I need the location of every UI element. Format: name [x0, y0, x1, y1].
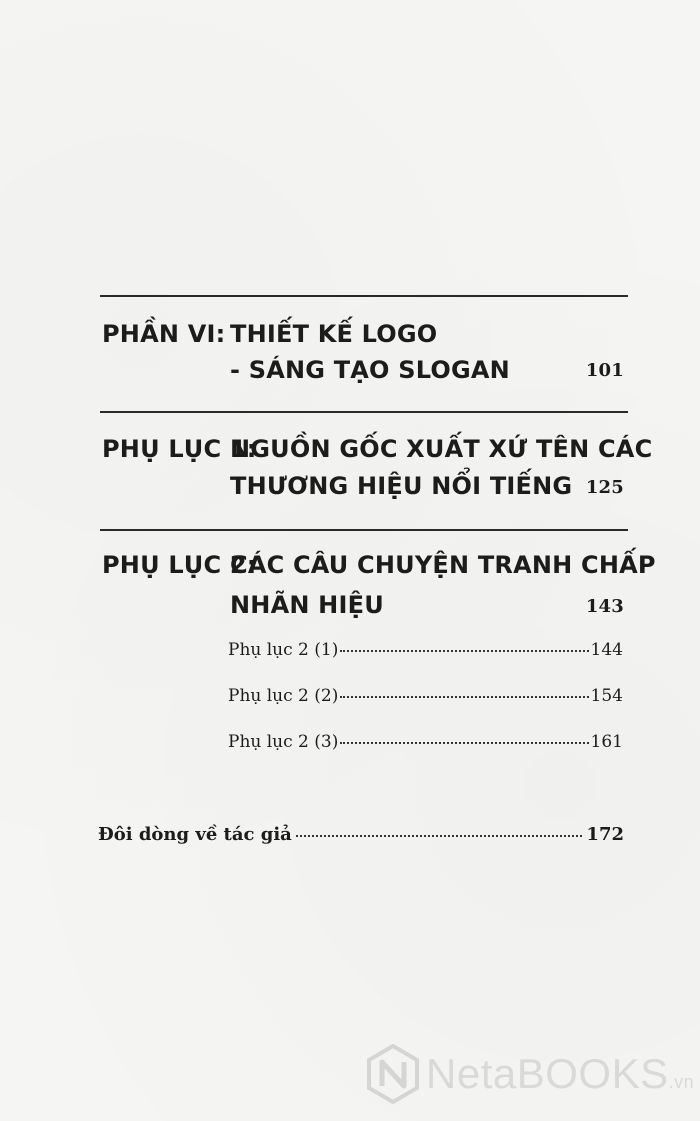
section-page-number: 125 [585, 477, 624, 498]
toc-entry[interactable] [228, 688, 623, 705]
section-page-number: 101 [585, 360, 624, 381]
netabooks-logo-icon [366, 1044, 420, 1104]
toc-entry-author[interactable] [98, 826, 624, 844]
section-title-line1: THIẾT KẾ LOGO [230, 320, 438, 348]
toc-entry[interactable] [228, 734, 623, 751]
toc-entry-title: Phụ lục 2 (3) [228, 732, 339, 752]
toc-entry[interactable] [228, 642, 623, 659]
toc-entry-title: Phụ lục 2 (1) [228, 640, 339, 660]
section-title-line1: CÁC CÂU CHUYỆN TRANH CHẤP [230, 551, 656, 579]
toc-entry-page: 161 [590, 732, 623, 752]
section-label: PHỤ LỤC 1: [102, 435, 257, 463]
leader-dots [340, 650, 588, 652]
section-label: PHẦN VI: [102, 320, 226, 348]
section-title-line2: THƯƠNG HIỆU NỔI TIẾNG [230, 472, 573, 500]
leader-dots [296, 835, 583, 837]
toc-entry-page: 144 [590, 640, 623, 660]
section-title-line2: NHÃN HIỆU [230, 591, 384, 619]
toc-entry-title: Đôi dòng về tác giả [98, 824, 292, 845]
section-label: PHỤ LỤC 2: [102, 551, 257, 579]
toc-entry-page: 172 [586, 824, 624, 845]
section-title-line1: NGUỒN GỐC XUẤT XỨ TÊN CÁC [230, 435, 653, 463]
toc-entry-title: Phụ lục 2 (2) [228, 686, 339, 706]
section-divider [100, 529, 628, 531]
section-divider [100, 411, 628, 413]
leader-dots [340, 696, 588, 698]
watermark [366, 1044, 694, 1104]
watermark-text: NetaBOOKS.vn [426, 1050, 695, 1097]
section-title-line2: - SÁNG TẠO SLOGAN [230, 356, 510, 384]
section-page-number: 143 [585, 596, 624, 617]
section-divider [100, 295, 628, 297]
leader-dots [340, 742, 588, 744]
toc-entry-page: 154 [590, 686, 623, 706]
